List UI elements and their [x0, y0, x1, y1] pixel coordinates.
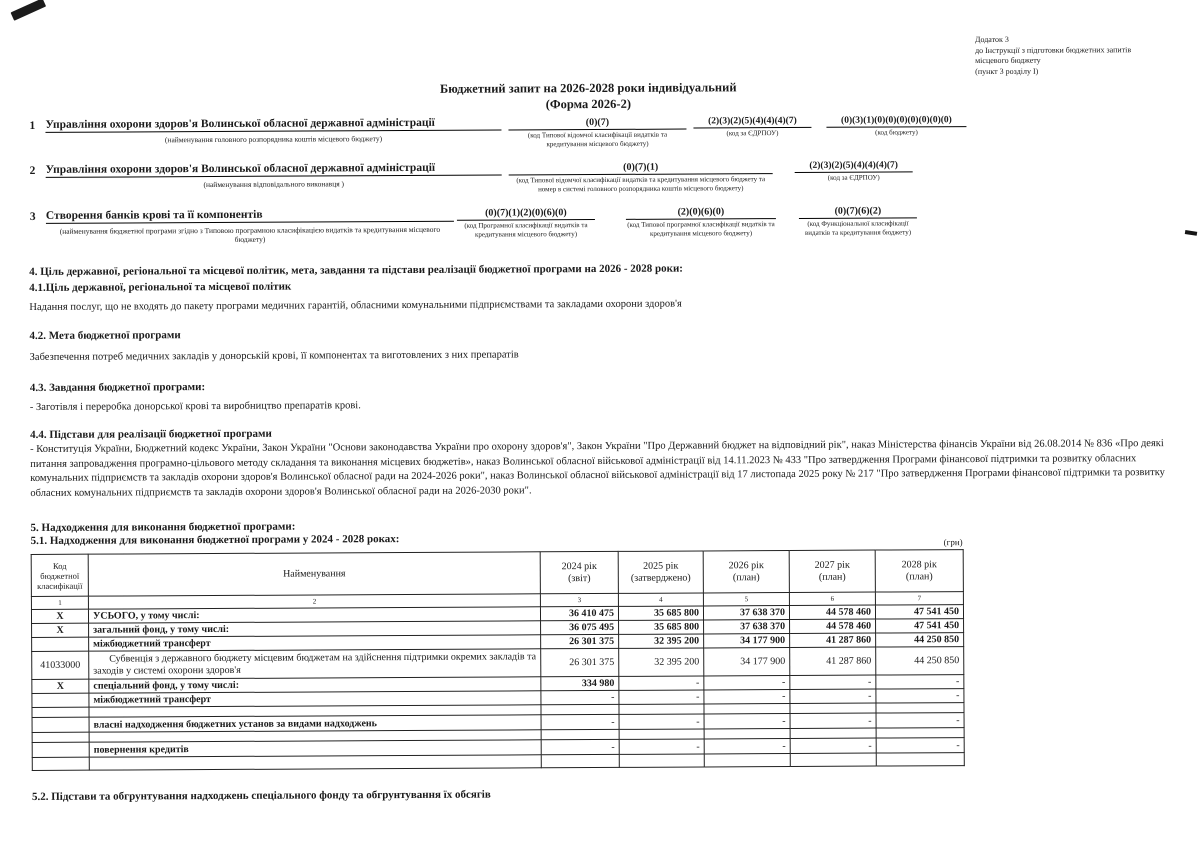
- value-2028: 47 541 450: [876, 619, 964, 633]
- col-num: 2: [88, 594, 540, 609]
- value-2025: [619, 754, 704, 767]
- row-code: X: [32, 623, 89, 637]
- currency-note: (грн): [943, 537, 963, 548]
- year-label: 2028 рік: [901, 558, 937, 570]
- value-2024: [541, 704, 619, 714]
- year-sublabel: (затверджено): [630, 572, 691, 584]
- appendix-line: місцевого бюджету: [975, 55, 1041, 66]
- row-name: загальний фонд, у тому числі:: [89, 621, 541, 637]
- header-code: Код бюджетної класифікації: [31, 554, 88, 596]
- value-2025: -: [619, 714, 704, 729]
- header-2027: [789, 550, 875, 592]
- value-2024: 334 980: [541, 676, 619, 690]
- value-2028: -: [876, 738, 964, 753]
- code-value: (0)(7)(1)(2)(0)(6)(0): [457, 207, 595, 221]
- section4-1-heading: 4.1.Ціль державної, регіональної та місцевої політик: [29, 280, 292, 294]
- row-code: 41033000: [32, 651, 89, 679]
- value-2027: -: [790, 713, 876, 728]
- value-2028: -: [876, 689, 964, 703]
- value-2024: [541, 729, 619, 739]
- row-name: власні надходження бюджетних установ за видами надходжень: [89, 715, 541, 732]
- value-2026: [704, 729, 790, 739]
- budget-program-caption: (найменування бюджетної програми згідно з Типовою програмною класифікацією видатків та кредитування місцевого бюджету): [59, 224, 441, 244]
- value-2028: [876, 753, 964, 766]
- row-code: [32, 732, 89, 742]
- year-label: 2027 рік: [814, 559, 850, 571]
- code-value: (2)(3)(2)(5)(4)(4)(4)(7): [795, 160, 913, 173]
- value-2025: 32 395 200: [619, 634, 704, 648]
- code-field-typical-program: [626, 206, 776, 238]
- row-name: УСЬОГО, у тому числі:: [88, 607, 540, 623]
- value-2024: 26 301 375: [541, 648, 619, 676]
- value-2025: -: [619, 690, 704, 704]
- value-2025: [619, 704, 704, 714]
- responsible-executor-caption: (найменування відповідального виконавця ): [203, 179, 345, 190]
- value-2025: 35 685 800: [619, 620, 704, 634]
- value-2025: 35 685 800: [618, 606, 703, 620]
- value-2026: -: [704, 676, 790, 690]
- header-2024: [540, 551, 618, 593]
- value-2027: -: [790, 689, 876, 703]
- value-2027: 41 287 860: [790, 647, 876, 675]
- document-title: Бюджетний запит на 2026-2028 роки індивідуальний: [439, 80, 737, 96]
- value-2025: [619, 729, 704, 739]
- value-2028: [876, 703, 964, 713]
- header-name: Найменування: [88, 552, 540, 596]
- section4-2-text: Забезпечення потреб медичних закладів у донорській крові, її компонентах та виготовлених з них препаратів: [29, 349, 519, 363]
- code-value: (0)(3)(1)(0)(0)(0)(0)(0)(0)(0): [826, 115, 966, 128]
- row1-number: 1: [29, 119, 36, 132]
- row-code: [32, 742, 89, 757]
- row-code: [32, 757, 89, 770]
- value-2028: 44 250 850: [876, 647, 964, 675]
- row-code: [32, 717, 89, 732]
- value-2027: [790, 753, 876, 766]
- year-sublabel: (план): [732, 571, 760, 583]
- section4-4-heading: 4.4. Підстави для реалізації бюджетної програми: [30, 427, 272, 441]
- value-2026: -: [704, 739, 790, 754]
- responsible-executor-name: Управління охорони здоров'я Волинської обласної державної адміністрації: [46, 162, 502, 178]
- value-2026: -: [704, 690, 790, 704]
- value-2028: -: [876, 675, 964, 689]
- header-2025: [618, 551, 703, 593]
- year-label: 2026 рік: [728, 559, 764, 571]
- header-2026: [703, 551, 789, 593]
- value-2024: 26 301 375: [541, 634, 619, 648]
- value-2026: [704, 754, 790, 767]
- value-2025: -: [619, 739, 704, 754]
- code-caption: (код за ЄДРПОУ): [726, 129, 779, 138]
- value-2026: 37 638 370: [703, 606, 789, 620]
- value-2026: -: [704, 714, 790, 729]
- row-name: повернення кредитів: [89, 740, 541, 757]
- value-2028: [876, 728, 964, 738]
- main-spender-caption: (найменування головного розпорядника коштів місцевого бюджету): [164, 134, 383, 145]
- value-2024: -: [541, 690, 619, 704]
- code-caption: (код Типової програмної класифікації видатків та кредитування місцевого бюджету): [627, 220, 775, 238]
- row2-number: 2: [29, 164, 36, 177]
- header-2028: [875, 550, 963, 592]
- year-sublabel: (звіт): [568, 572, 591, 584]
- scan-edge-mark: [1185, 230, 1197, 236]
- value-2025: 32 395 200: [619, 648, 704, 676]
- section4-1-text: Надання послуг, що не входять до пакету програми медичних гарантій, обласними комунальними підприємствами та закладами охорони здоров'я: [29, 298, 682, 313]
- main-spender-name: Управління охорони здоров'я Волинської обласної державної адміністрації: [45, 117, 501, 133]
- code-caption: (код за ЄДРПОУ): [827, 173, 880, 182]
- code-field-functional: [799, 205, 917, 237]
- value-2027: [790, 728, 876, 738]
- value-2027: 44 578 460: [789, 605, 875, 619]
- code-caption: (код бюджету): [875, 128, 918, 137]
- code-field-program: [457, 207, 595, 239]
- revenues-table-wrapper: [31, 549, 965, 771]
- section5-1-heading: 5.1. Надходження для виконання бюджетної програми у 2024 - 2028 роках:: [30, 533, 400, 547]
- document-subtitle: (Форма 2026-2): [545, 96, 632, 112]
- appendix-line: Додаток 3: [974, 34, 1009, 45]
- value-2027: [790, 703, 876, 713]
- row-code: X: [31, 609, 88, 623]
- row-name: міжбюджетний трансферт: [89, 691, 541, 707]
- appendix-line: (пункт 3 розділу І): [975, 66, 1039, 76]
- row-name: спеціальний фонд, у тому числі:: [89, 677, 541, 693]
- code-field-edrpou: [693, 116, 811, 138]
- col-num: 7: [875, 592, 963, 605]
- col-num: 6: [789, 592, 875, 605]
- year-label: 2024 рік: [561, 560, 597, 572]
- section4-3-heading: 4.3. Завдання бюджетної програми:: [29, 381, 206, 394]
- row-code: [32, 707, 89, 717]
- value-2024: -: [541, 739, 619, 754]
- code-field-budget: [826, 115, 966, 137]
- code-value: (2)(0)(6)(0): [626, 206, 776, 220]
- value-2024: -: [541, 714, 619, 729]
- value-2027: 41 287 860: [790, 633, 876, 647]
- code-value: (0)(7): [508, 117, 686, 131]
- value-2028: 44 250 850: [876, 633, 964, 647]
- code-caption: (код Функціональної класифікації видатків та кредитування бюджету): [804, 219, 912, 237]
- value-2028: -: [876, 713, 964, 728]
- code-field-vidomcha: [508, 117, 686, 149]
- scan-corner-mark: [11, 0, 47, 21]
- section4-3-text: - Заготівля і переробка донорської крові та виробництво препаратів крові.: [29, 400, 361, 413]
- col-num: 5: [703, 593, 789, 606]
- value-2026: 34 177 900: [704, 648, 790, 676]
- year-label: 2025 рік: [643, 560, 679, 572]
- code-caption: (код Типової відомчої класифікації видатків та кредитування місцевого бюджету): [527, 130, 668, 148]
- section5-heading: 5. Надходження для виконання бюджетної програми:: [30, 520, 296, 534]
- code-value: (0)(7)(1): [509, 161, 773, 175]
- row-code: [32, 693, 89, 707]
- value-2026: [704, 704, 790, 714]
- section4-2-heading: 4.2. Мета бюджетної програми: [29, 329, 181, 342]
- col-num: 4: [618, 593, 703, 606]
- value-2027: -: [790, 675, 876, 689]
- code-field-vidomcha-number: [509, 161, 773, 193]
- row-name: Субвенція з державного бюджету місцевим бюджетам на здійснення підтримки окремих закладів та заходів у системі охорони здоров'я: [89, 649, 541, 679]
- table-header-row: [31, 550, 963, 597]
- code-caption: (код Програмної класифікації видатків та кредитування місцевого бюджету): [464, 221, 588, 239]
- row-name: [89, 755, 541, 770]
- section4-heading: 4. Ціль державної, регіональної та місцевої політик, мета, завдання та підстави реалізації бюджетної програми на 2026 - 2028 роки:: [29, 262, 683, 278]
- appendix-note: [975, 34, 1190, 77]
- year-sublabel: (план): [818, 571, 846, 583]
- year-sublabel: (план): [905, 570, 933, 582]
- value-2024: 36 410 475: [540, 606, 618, 620]
- appendix-line: до Інструкції з підготовки бюджетних запитів: [975, 44, 1132, 55]
- value-2026: 34 177 900: [704, 634, 790, 648]
- col-num: 1: [31, 596, 88, 609]
- value-2025: -: [619, 676, 704, 690]
- budget-program-name: Створення банків крові та її компонентів: [46, 208, 454, 224]
- value-2026: 37 638 370: [704, 620, 790, 634]
- value-2024: 36 075 495: [541, 620, 619, 634]
- code-caption: (код Типової відомчої класифікації видатків та кредитування місцевого бюджету та номер в системі головного розпорядника коштів місцевого бюджету): [516, 175, 766, 193]
- code-value: (0)(7)(6)(2): [799, 205, 917, 219]
- value-2027: 44 578 460: [790, 619, 876, 633]
- code-field-edrpou: [795, 160, 913, 182]
- section4-4-text: - Конституція України, Бюджетний кодекс України, Закон України "Основи законодавства України про охорону здоров'я", Закон України "Про Державний бюджет на відповідний рік", наказ Міністерства фінансів України від 26.08.2014 № 836 «Про деякі питання запровадження програмно-цільового методу складання та виконання місцевих бюджетів», наказ Волинської обласної військової адміністрації від 14.11.2023 № 433 "Про затвердження Програми фінансової підтримки та розвитку обласних комунальних підприємств та закладів охорони здоров'я Волинської обласної ради на 2024-2026 роки", наказ Волинської обласної військової адміністрації від 17 листопада 2025 року № 217 "Про затвердження Програми фінансової підтримки та розвитку обласних комунальних підприємств та закладів охорони здоров'я Волинської обласної ради на 2026-2030 роки".: [30, 438, 1165, 499]
- value-2027: -: [790, 738, 876, 753]
- value-2028: 47 541 450: [875, 605, 963, 619]
- col-num: 3: [540, 593, 618, 606]
- row-name: міжбюджетний трансферт: [89, 635, 541, 651]
- revenues-table: [31, 549, 965, 771]
- code-value: (2)(3)(2)(5)(4)(4)(4)(7): [693, 116, 811, 129]
- row3-number: 3: [29, 210, 36, 223]
- row-code: [32, 637, 89, 651]
- value-2024: [541, 754, 619, 767]
- row-code: X: [32, 679, 89, 693]
- section5-2-heading: 5.2. Підстави та обгрунтування надходжень спеціального фонду та обгрунтування їх обсягів: [31, 788, 491, 803]
